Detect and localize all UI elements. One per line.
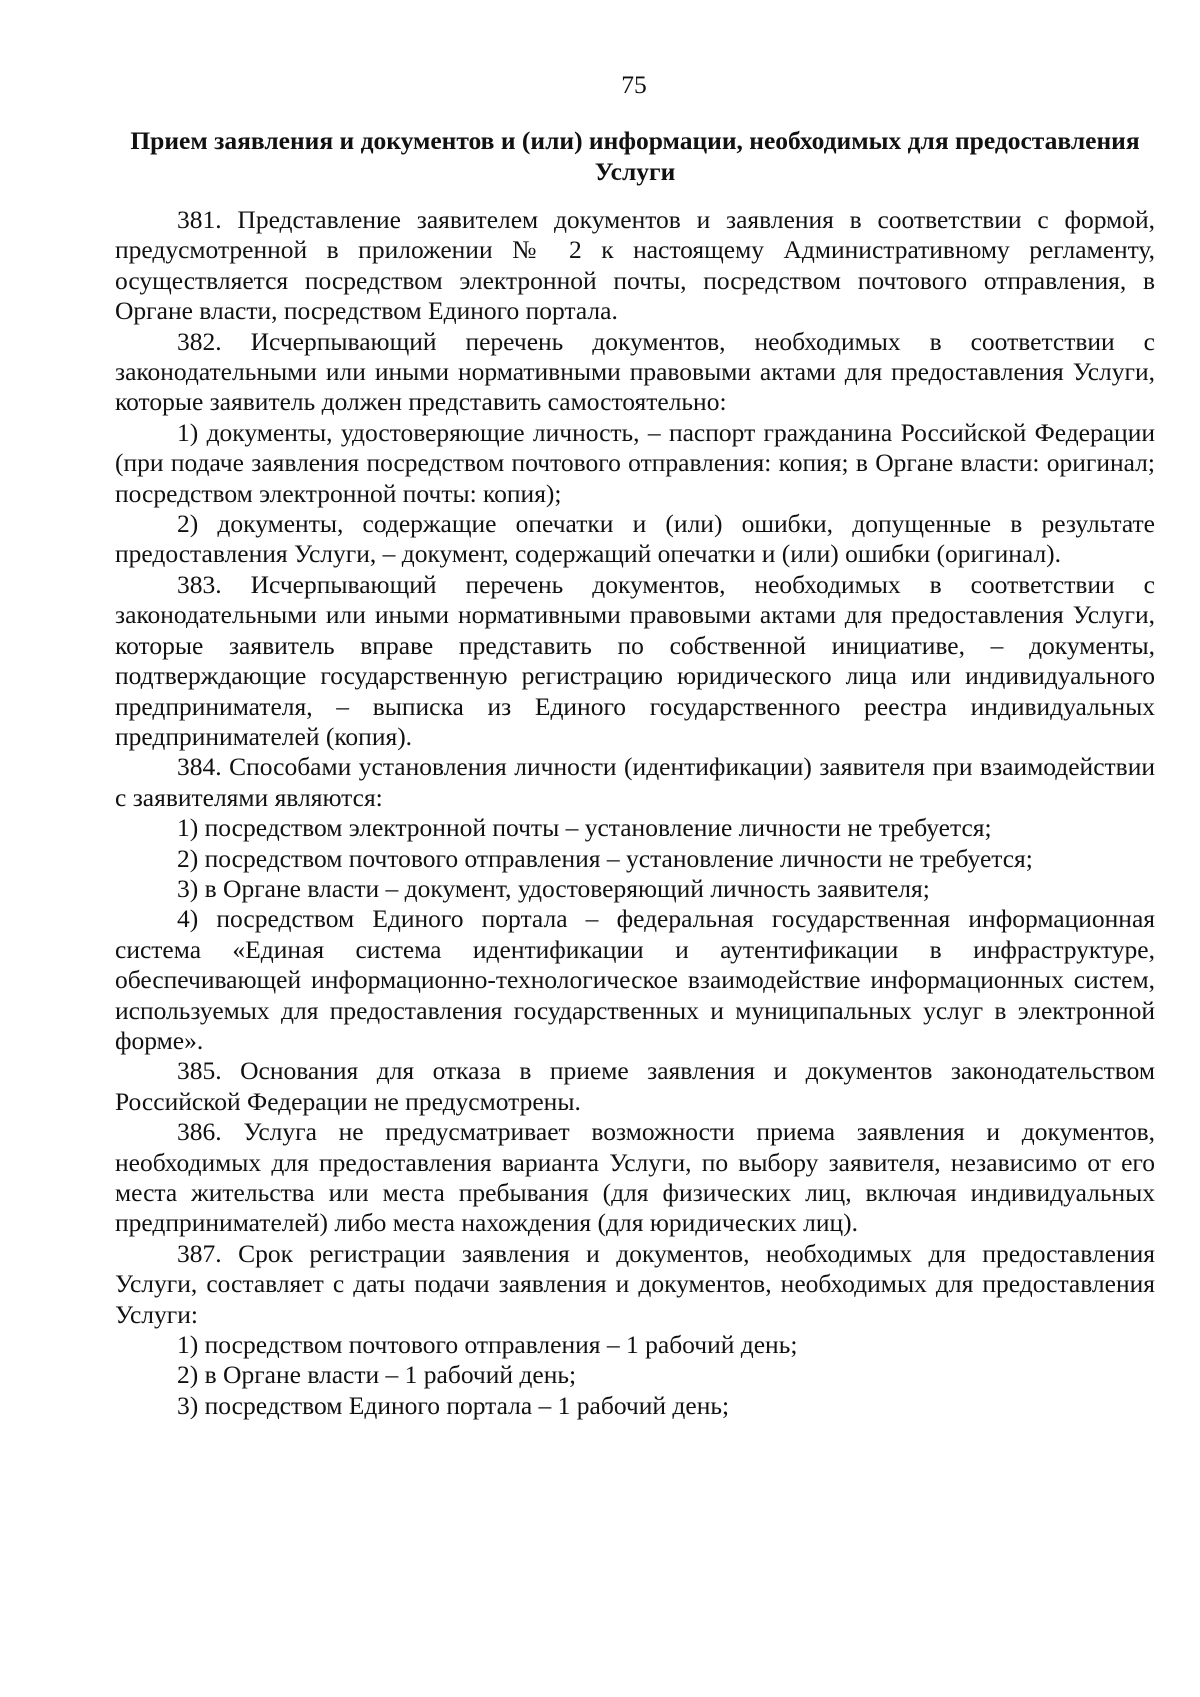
list-item-387-3: 3) посредством Единого портала – 1 рабочий день;: [177, 1390, 730, 1420]
list-item-384-4: 4) посредством Единого портала – федеральная государственная информационная система «Единая система идентификации и аутентификации в инфраструктуре, обеспечивающей информационно-технологическое взаимодействие информационных систем, используемых для предоставления государственных и муниципальных услуг в электронной форме».: [115, 904, 1155, 1055]
list-item-382-1: 1) документы, удостоверяющие личность, – паспорт гражданина Российской Федерации (при подаче заявления посредством почтового отправления: копия; в Органе власти: оригинал; посредством электронной почты: копия);: [115, 417, 1155, 508]
section-heading: Прием заявления и документов и (или) информации, необходимых для предоставления Услуги: [130, 126, 1140, 186]
paragraph-384: 384. Способами установления личности (идентификации) заявителя при взаимодействии с заявителями являются:: [115, 752, 1155, 812]
page-number: 75: [621, 70, 647, 99]
paragraph-381: 381. Представление заявителем документов и заявления в соответствии с формой, предусмотренной в приложении № 2 к настоящему Административному регламенту, осуществляется посредством электронной почты, посредством почтового отправления, в Органе власти, посредством Единого портала.: [115, 205, 1155, 326]
paragraph-386: 386. Услуга не предусматривает возможности приема заявления и документов, необходимых для предоставления варианта Услуги, по выбору заявителя, независимо от его места жительства или места пребывания (для физических лиц, включая индивидуальных предпринимателей) либо места нахождения (для юридических лиц).: [115, 1117, 1155, 1238]
list-item-382-2: 2) документы, содержащие опечатки и (или) ошибки, допущенные в результате предоставления Услуги, – документ, содержащий опечатки и (или) ошибки (оригинал).: [115, 509, 1155, 569]
list-item-384-3: 3) в Органе власти – документ, удостоверяющий личность заявителя;: [177, 873, 930, 903]
list-item-387-2: 2) в Органе власти – 1 рабочий день;: [177, 1360, 577, 1390]
list-item-384-1: 1) посредством электронной почты – установление личности не требуется;: [177, 813, 992, 843]
paragraph-383: 383. Исчерпывающий перечень документов, необходимых в соответствии с законодательными или иными нормативными правовыми актами для предоставления Услуги, которые заявитель вправе представить по собственной инициативе, – документы, подтверждающие государственную регистрацию юридического лица или индивидуального предпринимателя, – выписка из Единого государственного реестра индивидуальных предпринимателей (копия).: [115, 569, 1155, 751]
paragraph-382: 382. Исчерпывающий перечень документов, необходимых в соответствии с законодательными или иными нормативными правовыми актами для предоставления Услуги, которые заявитель должен представить самостоятельно:: [115, 326, 1155, 417]
paragraph-387: 387. Срок регистрации заявления и документов, необходимых для предоставления Услуги, составляет с даты подачи заявления и документов, необходимых для предоставления Услуги:: [115, 1238, 1155, 1329]
list-item-387-1: 1) посредством почтового отправления – 1 рабочий день;: [177, 1330, 798, 1360]
document-body: [115, 205, 1155, 1421]
list-item-384-2: 2) посредством почтового отправления – установление личности не требуется;: [177, 843, 1033, 873]
paragraph-385: 385. Основания для отказа в приеме заявления и документов законодательством Российской Федерации не предусмотрены.: [115, 1056, 1155, 1116]
